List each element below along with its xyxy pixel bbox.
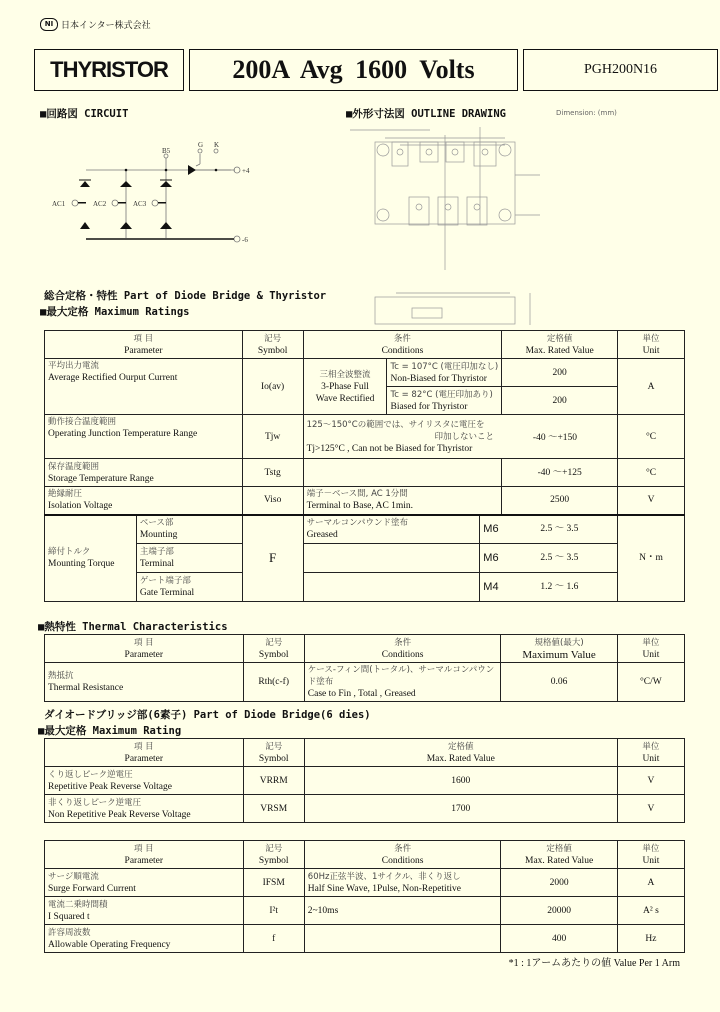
label-ac1: AC1 bbox=[52, 200, 66, 208]
part-number: PGH200N16 bbox=[523, 49, 718, 91]
thermal-heading: ■熱特性 Thermal Characteristics bbox=[38, 621, 228, 633]
label-b5: B5 bbox=[162, 147, 171, 155]
company-logo bbox=[40, 18, 151, 31]
table-row: サージ順電流 Surge Forward Current IFSM 60Hz正弦半波、1サイクル、非くり返し Half Sine Wave, 1Pulse, Non-Repetitive 2000 A bbox=[45, 869, 685, 897]
table-row: 主端子部 Terminal M6 2.5 ～ 3.5 bbox=[45, 544, 685, 573]
label-g: G bbox=[198, 141, 204, 149]
logo-mark-icon: NI bbox=[40, 18, 58, 31]
table-row: Tc = 82°C (電圧印加あり) Biased for Thyristor 200 bbox=[45, 387, 685, 415]
overall-ratings-heading: 総合定格・特性 Part of Diode Bridge & Thyristor bbox=[44, 290, 327, 302]
diode-rating-table-2: 項 目 Parameter 記号 Symbol 条件 Conditions 定格値 Max. Rated Value 単位 Unit サージ順電流 Surge Forward Current IFSM 60Hz正弦半波、1サイクル、非くり返し Half Sine Wave, 1Pulse, Non-Repetitive 2000 A 電流二乗時間積 I Squared t I²t 2~10ms 20000 A² s 許容周波数 Allowable Operating Frequency f 400 Hz bbox=[44, 840, 685, 953]
outline-dimension-note: Dimension: (mm) bbox=[556, 109, 617, 117]
max-ratings-heading: ■最大定格 Maximum Ratings bbox=[40, 306, 190, 318]
diode-max-heading: ■最大定格 Maximum Rating bbox=[38, 725, 182, 737]
table-row: くり返しピーク逆電圧 Repetitive Peak Reverse Voltage VRRM 1600 V bbox=[45, 767, 685, 795]
label-plus4: +4 bbox=[242, 167, 250, 175]
table-row: 動作接合温度範囲 Operating Junction Temperature Range Tjw 125～150°Cの範囲では、サイリスタに電圧を 印加しないこと Tj>125°C , Can not be Biased for Thyristor -40 ～+150 °C bbox=[45, 415, 685, 459]
footnote: *1 : 1アームあたりの値 Value Per 1 Arm bbox=[508, 958, 680, 969]
label-minus6: -6 bbox=[242, 236, 248, 244]
table-row: 非くり返しピーク逆電圧 Non Repetitive Peak Reverse Voltage VRSM 1700 V bbox=[45, 795, 685, 823]
diode-bridge-heading: ダイオードブリッジ部(6素子) Part of Diode Bridge(6 dies) bbox=[44, 709, 371, 721]
label-ac2: AC2 bbox=[93, 200, 107, 208]
max-ratings-table bbox=[44, 330, 685, 602]
product-rating: 200A Avg 1600 Volts bbox=[189, 49, 518, 91]
table-row: 締付トルク Mounting Torque ベース部 Mounting F サーマルコンパウンド塗布 Greased M6 2.5 ～ 3.5 N・m bbox=[45, 515, 685, 544]
table-row: ゲート端子部 Gate Terminal M4 1.2 ～ 1.6 bbox=[45, 573, 685, 602]
thermal-table: 項 目 Parameter 記号 Symbol 条件 Conditions 規格値(最大) Maximum Value 単位 Unit 熱抵抗 Thermal Resistance Rth(c-f) ケース-フィン間(トータル)、サーマルコンパウンド塗布 Case to Fin , Total , Greased 0.06 °C/W bbox=[44, 634, 685, 702]
table-row: 平均出力電流 Average Rectified Ourput Current Io(av) 三相全波整流 3-Phase Full Wave Rectified Tc = 107°C (電圧印加なし) Non-Biased for Thyristor 200 A bbox=[45, 359, 685, 387]
outline-drawing bbox=[340, 125, 680, 330]
table-row: 保存温度範囲 Storage Temperature Range Tstg -40 ～+125 °C bbox=[45, 459, 685, 487]
diode-rating-table-1: 項 目 Parameter 記号 Symbol 定格値 Max. Rated Value 単位 Unit くり返しピーク逆電圧 Repetitive Peak Reverse Voltage VRRM 1600 V 非くり返しピーク逆電圧 Non Repetitive Peak Reverse Voltage VRSM 1700 V bbox=[44, 738, 685, 823]
circuit-diagram bbox=[30, 130, 330, 280]
table-row: 絶縁耐圧 Isolation Voltage Viso 端子－ベース間, AC 1分間 Terminal to Base, AC 1min. 2500 V bbox=[45, 487, 685, 515]
product-type: THYRISTOR bbox=[34, 49, 184, 91]
circuit-heading: ■回路図 CIRCUIT bbox=[40, 108, 129, 120]
table-header-row: 項 目 Parameter 記号 Symbol 条件 Conditions 定格値 Max. Rated Value 単位 Unit bbox=[45, 331, 685, 359]
company-name: 日本インター株式会社 bbox=[61, 21, 151, 31]
label-ac3: AC3 bbox=[133, 200, 147, 208]
label-k: K bbox=[214, 141, 220, 149]
table-row: 電流二乗時間積 I Squared t I²t 2~10ms 20000 A² s bbox=[45, 897, 685, 925]
outline-heading: ■外形寸法図 OUTLINE DRAWING bbox=[346, 108, 506, 120]
table-row: 許容周波数 Allowable Operating Frequency f 400 Hz bbox=[45, 925, 685, 953]
table-row: 熱抵抗 Thermal Resistance Rth(c-f) ケース-フィン間(トータル)、サーマルコンパウンド塗布 Case to Fin , Total , Greased 0.06 °C/W bbox=[45, 663, 685, 702]
